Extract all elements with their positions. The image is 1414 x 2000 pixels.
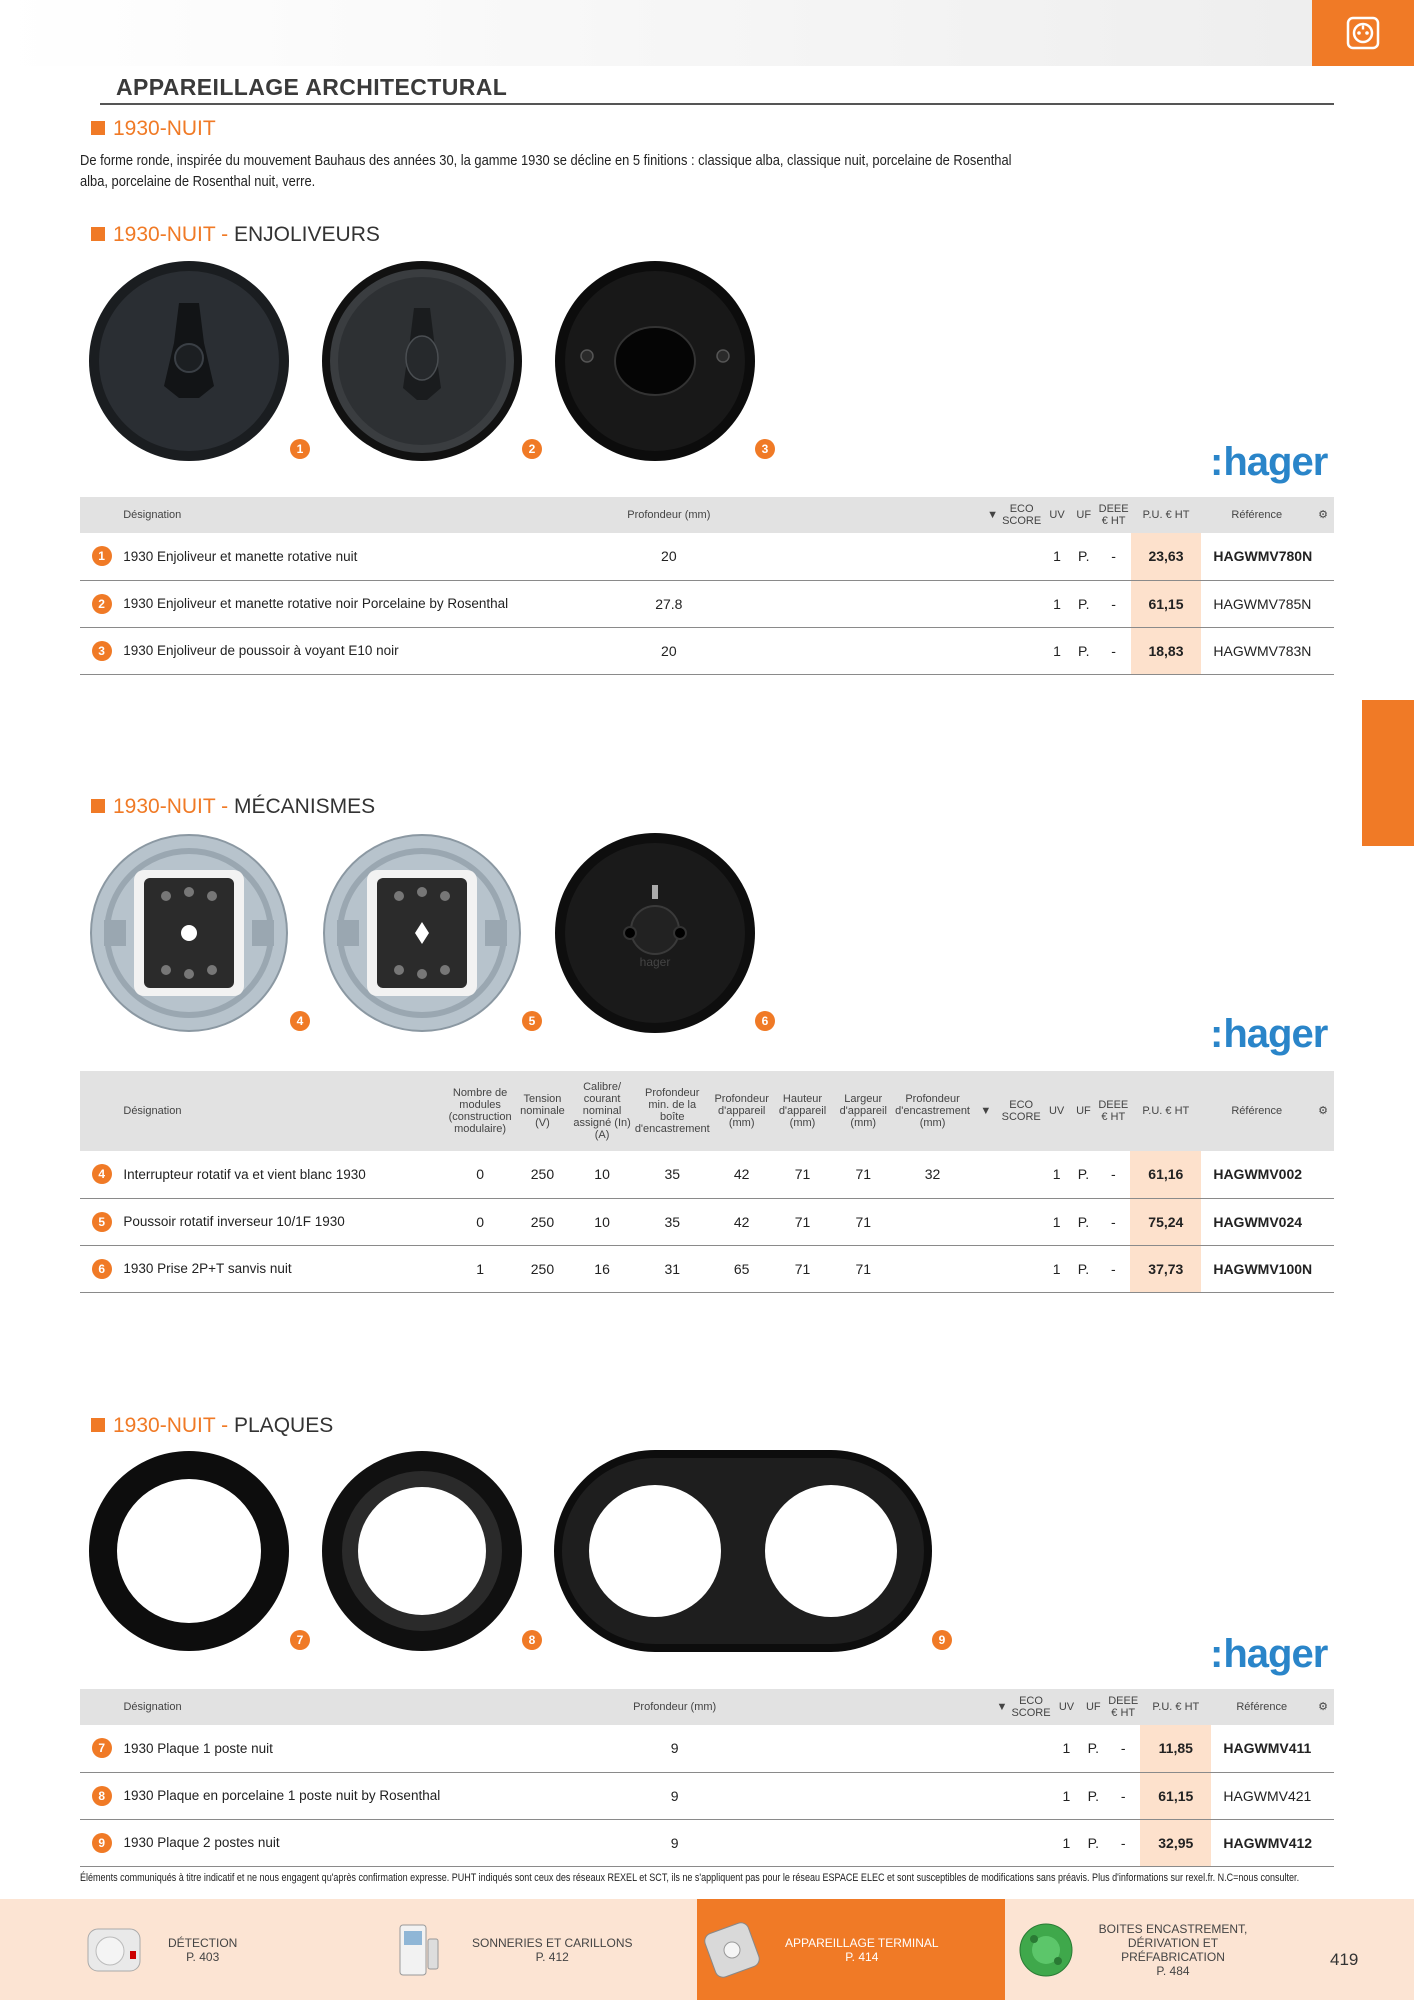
profondeur: 9	[614, 1772, 735, 1819]
col-designation: Désignation	[123, 497, 609, 533]
col-reference: Référence	[1201, 497, 1312, 533]
calibre: 10	[571, 1151, 632, 1198]
reference[interactable]: HAGWMV780N	[1201, 533, 1312, 580]
price: 61,15	[1140, 1772, 1211, 1819]
col-uf: UF	[1071, 1071, 1097, 1151]
product-image-1	[86, 258, 292, 464]
col-uf: UF	[1080, 1689, 1106, 1725]
price: 18,83	[1131, 627, 1202, 674]
prof-boite: 35	[633, 1151, 712, 1198]
deee: -	[1097, 627, 1131, 674]
product-badge-6: 6	[755, 1011, 775, 1031]
reference[interactable]: HAGWMV421	[1211, 1772, 1312, 1819]
gear-icon: ⚙	[1312, 1071, 1334, 1151]
side-section-tab[interactable]	[1362, 700, 1414, 846]
heading-square	[91, 799, 105, 813]
row-badge: 2	[92, 594, 112, 614]
product-badge-8: 8	[522, 1630, 542, 1650]
wall-switch-icon	[697, 1918, 769, 1982]
row-badge: 4	[92, 1164, 112, 1184]
designation: 1930 Prise 2P+T sanvis nuit	[123, 1245, 446, 1292]
col-eco-score: ECO SCORE	[1000, 497, 1043, 533]
table-row	[80, 1819, 1334, 1866]
price: 11,85	[1140, 1725, 1211, 1772]
hager-logo: :hager	[1210, 1012, 1328, 1056]
row-badge: 7	[92, 1738, 112, 1758]
col-designation: Désignation	[123, 1071, 446, 1151]
price: 61,15	[1131, 580, 1202, 627]
table-row	[80, 1245, 1334, 1292]
designation: Interrupteur rotatif va et vient blanc 1930	[123, 1151, 446, 1198]
uv: 1	[1043, 627, 1071, 674]
intro-text: De forme ronde, inspirée du mouvement Bauhaus des années 30, la gamme 1930 se décline en 5 finitions : classique alba, classique nuit, porcelaine de Rosenthal alba, porcelaine de Rosenthal nuit, verre.	[80, 152, 1012, 190]
uf: P.	[1071, 1151, 1097, 1198]
reference[interactable]: HAGWMV002	[1201, 1151, 1312, 1198]
col-largeur: Largeur d'appareil (mm)	[833, 1071, 893, 1151]
col-calibre: Calibre/ courant nominal assigné (In) (A)	[571, 1071, 632, 1151]
col-tension: Tension nominale (V)	[514, 1071, 572, 1151]
prof-enc	[893, 1245, 972, 1292]
largeur: 71	[833, 1245, 893, 1292]
hager-logo: :hager	[1210, 1632, 1328, 1676]
footer-label: BOITES ENCASTREMENT, DÉRIVATION ET PRÉFABRICATION	[1098, 1921, 1248, 1964]
table-row	[80, 627, 1334, 674]
tension: 250	[514, 1245, 572, 1292]
hauteur: 71	[772, 1245, 834, 1292]
reference[interactable]: HAGWMV100N	[1201, 1245, 1312, 1292]
row-badge: 3	[92, 641, 112, 661]
page-number: 419	[1330, 1950, 1359, 1969]
footer-label: DÉTECTION	[168, 1935, 238, 1950]
uv: 1	[1043, 1198, 1071, 1245]
section-heading-mecanismes: 1930-NUIT - MÉCANISMES	[91, 795, 375, 819]
disclaimer: Éléments communiqués à titre indicatif et ne nous engagent qu'après confirmation expresse. PUHT indiqués sont ceux des réseaux REXEL et SCT, ils ne s'appliquent pas pour le réseau ESPACE ELEC et sont susceptibles de modifications sans préavis. Plus d'informations sur rexel.fr. N.C=nous consulter.	[80, 1872, 1300, 1884]
prof-app: 65	[712, 1245, 772, 1292]
uf: P.	[1080, 1772, 1106, 1819]
largeur: 71	[833, 1198, 893, 1245]
footer-link-appareillage[interactable]	[697, 1899, 1005, 2000]
col-prof-boite: Profondeur min. de la boîte d'encastrement	[633, 1071, 712, 1151]
hauteur: 71	[772, 1151, 834, 1198]
prof-enc: 32	[893, 1151, 972, 1198]
footer-page: P. 414	[845, 1949, 879, 1964]
junction-box-icon	[1010, 1918, 1082, 1982]
product-image-5	[319, 830, 525, 1036]
uf: P.	[1071, 580, 1097, 627]
wifi-icon: ▼	[972, 1071, 1000, 1151]
top-banner	[0, 0, 1312, 66]
heading-square	[91, 227, 105, 241]
table-row	[80, 1151, 1334, 1198]
col-designation: Désignation	[123, 1689, 614, 1725]
tension: 250	[514, 1151, 572, 1198]
col-uf: UF	[1071, 497, 1097, 533]
col-pu: P.U. € HT	[1131, 497, 1202, 533]
heading-square	[91, 1418, 105, 1432]
reference[interactable]: HAGWMV783N	[1201, 627, 1312, 674]
uv: 1	[1053, 1772, 1081, 1819]
price: 23,63	[1131, 533, 1202, 580]
product-image-9	[552, 1448, 934, 1654]
deee: -	[1106, 1819, 1140, 1866]
deee: -	[1096, 1151, 1130, 1198]
footer-link-sonneries[interactable]	[384, 1899, 684, 2000]
deee: -	[1096, 1245, 1130, 1292]
col-eco-score: ECO SCORE	[1009, 1689, 1052, 1725]
col-reference: Référence	[1201, 1071, 1312, 1151]
doorbell-icon	[384, 1918, 456, 1982]
table-mecanismes	[80, 1071, 1334, 1293]
designation: 1930 Plaque en porcelaine 1 poste nuit by Rosenthal	[123, 1772, 614, 1819]
prof-app: 42	[712, 1198, 772, 1245]
section-heading-plaques: 1930-NUIT - PLAQUES	[91, 1414, 333, 1438]
col-pu: P.U. € HT	[1130, 1071, 1201, 1151]
col-prof-enc: Profondeur d'encastrement (mm)	[893, 1071, 972, 1151]
hauteur: 71	[772, 1198, 834, 1245]
table-plaques	[80, 1689, 1334, 1867]
footer-link-detection[interactable]	[80, 1899, 380, 2000]
product-image-6	[552, 830, 758, 1036]
product-badge-2: 2	[522, 439, 542, 459]
col-deee: DEEE € HT	[1097, 497, 1131, 533]
footer-page: P. 412	[535, 1949, 569, 1964]
footer-label: SONNERIES ET CARILLONS	[472, 1935, 633, 1950]
table-row	[80, 1772, 1334, 1819]
col-uv: UV	[1043, 1071, 1071, 1151]
deee: -	[1096, 1198, 1130, 1245]
product-image-8	[319, 1448, 525, 1654]
socket-brand-mark: hager	[639, 955, 671, 969]
footer-link-boites[interactable]	[1010, 1899, 1310, 2000]
title-rule	[100, 103, 1334, 105]
product-image-4	[86, 830, 292, 1036]
table-row	[80, 1725, 1334, 1772]
product-image-2	[319, 258, 525, 464]
uf: P.	[1071, 533, 1097, 580]
calibre: 10	[571, 1198, 632, 1245]
col-modules: Nombre de modules (construction modulaire)	[447, 1071, 514, 1151]
uv: 1	[1043, 580, 1071, 627]
col-hauteur: Hauteur d'appareil (mm)	[772, 1071, 834, 1151]
col-reference: Référence	[1211, 1689, 1312, 1725]
designation: Poussoir rotatif inverseur 10/1F 1930	[123, 1198, 446, 1245]
product-badge-1: 1	[290, 439, 310, 459]
prof-app: 42	[712, 1151, 772, 1198]
deee: -	[1106, 1725, 1140, 1772]
motion-detector-icon	[80, 1918, 152, 1982]
socket-icon	[1346, 16, 1380, 50]
modules: 0	[447, 1151, 514, 1198]
section-heading-enjoliveurs: 1930-NUIT - ENJOLIVEURS	[91, 223, 380, 247]
uf: P.	[1080, 1725, 1106, 1772]
modules: 0	[447, 1198, 514, 1245]
gear-icon: ⚙	[1312, 1689, 1334, 1725]
footer-page: P. 484	[1156, 1963, 1190, 1978]
uv: 1	[1043, 1245, 1071, 1292]
calibre: 16	[571, 1245, 632, 1292]
profondeur: 20	[609, 533, 729, 580]
category-tab[interactable]	[1312, 0, 1414, 66]
reference[interactable]: HAGWMV785N	[1201, 580, 1312, 627]
prof-enc	[893, 1198, 972, 1245]
modules: 1	[447, 1245, 514, 1292]
col-eco-score: ECO SCORE	[1000, 1071, 1043, 1151]
profondeur: 20	[609, 627, 729, 674]
col-pu: P.U. € HT	[1140, 1689, 1211, 1725]
product-image-3	[552, 258, 758, 464]
col-uv: UV	[1043, 497, 1071, 533]
price: 61,16	[1130, 1151, 1201, 1198]
table-row	[80, 580, 1334, 627]
uf: P.	[1071, 627, 1097, 674]
table-row	[80, 533, 1334, 580]
table-enjoliveurs	[80, 497, 1334, 675]
designation: 1930 Enjoliveur et manette rotative noir Porcelaine by Rosenthal	[123, 580, 609, 627]
profondeur: 9	[614, 1819, 735, 1866]
profondeur: 27.8	[609, 580, 729, 627]
product-badge-7: 7	[290, 1630, 310, 1650]
designation: 1930 Enjoliveur et manette rotative nuit	[123, 533, 609, 580]
uv: 1	[1043, 533, 1071, 580]
tension: 250	[514, 1198, 572, 1245]
price: 32,95	[1140, 1819, 1211, 1866]
deee: -	[1097, 533, 1131, 580]
col-profondeur: Profondeur (mm)	[614, 1689, 735, 1725]
product-badge-4: 4	[290, 1011, 310, 1031]
gear-icon: ⚙	[1312, 497, 1334, 533]
wifi-icon: ▼	[987, 509, 999, 521]
row-badge: 9	[92, 1833, 112, 1853]
deee: -	[1106, 1772, 1140, 1819]
uf: P.	[1071, 1245, 1097, 1292]
uf: P.	[1080, 1819, 1106, 1866]
reference[interactable]: HAGWMV411	[1211, 1725, 1312, 1772]
footer-nav	[0, 1899, 1414, 2000]
row-badge: 8	[92, 1786, 112, 1806]
uv: 1	[1053, 1819, 1081, 1866]
deee: -	[1097, 580, 1131, 627]
uv: 1	[1043, 1151, 1071, 1198]
col-deee: DEEE € HT	[1096, 1071, 1130, 1151]
reference[interactable]: HAGWMV412	[1211, 1819, 1312, 1866]
heading-square	[91, 121, 105, 135]
reference[interactable]: HAGWMV024	[1201, 1198, 1312, 1245]
col-uv: UV	[1053, 1689, 1081, 1725]
page-title: APPAREILLAGE ARCHITECTURAL	[116, 74, 508, 100]
footer-label: APPAREILLAGE TERMINAL	[785, 1935, 939, 1950]
designation: 1930 Enjoliveur de poussoir à voyant E10 noir	[123, 627, 609, 674]
wifi-icon: ▼	[996, 1701, 1008, 1713]
footer-page: P. 403	[186, 1949, 220, 1964]
product-badge-9: 9	[932, 1630, 952, 1650]
col-profondeur: Profondeur (mm)	[609, 497, 729, 533]
uv: 1	[1053, 1725, 1081, 1772]
col-prof-app: Profondeur d'appareil (mm)	[712, 1071, 772, 1151]
price: 37,73	[1130, 1245, 1201, 1292]
profondeur: 9	[614, 1725, 735, 1772]
product-badge-5: 5	[522, 1011, 542, 1031]
prof-boite: 35	[633, 1198, 712, 1245]
price: 75,24	[1130, 1198, 1201, 1245]
prof-boite: 31	[633, 1245, 712, 1292]
designation: 1930 Plaque 1 poste nuit	[123, 1725, 614, 1772]
product-badge-3: 3	[755, 439, 775, 459]
col-deee: DEEE € HT	[1106, 1689, 1140, 1725]
table-row	[80, 1198, 1334, 1245]
row-badge: 6	[92, 1259, 112, 1279]
product-image-7	[86, 1448, 292, 1654]
largeur: 71	[833, 1151, 893, 1198]
row-badge: 5	[92, 1212, 112, 1232]
row-badge: 1	[92, 546, 112, 566]
intro-heading: 1930-NUIT	[91, 117, 216, 141]
designation: 1930 Plaque 2 postes nuit	[123, 1819, 614, 1866]
hager-logo: :hager	[1210, 440, 1328, 484]
uf: P.	[1071, 1198, 1097, 1245]
